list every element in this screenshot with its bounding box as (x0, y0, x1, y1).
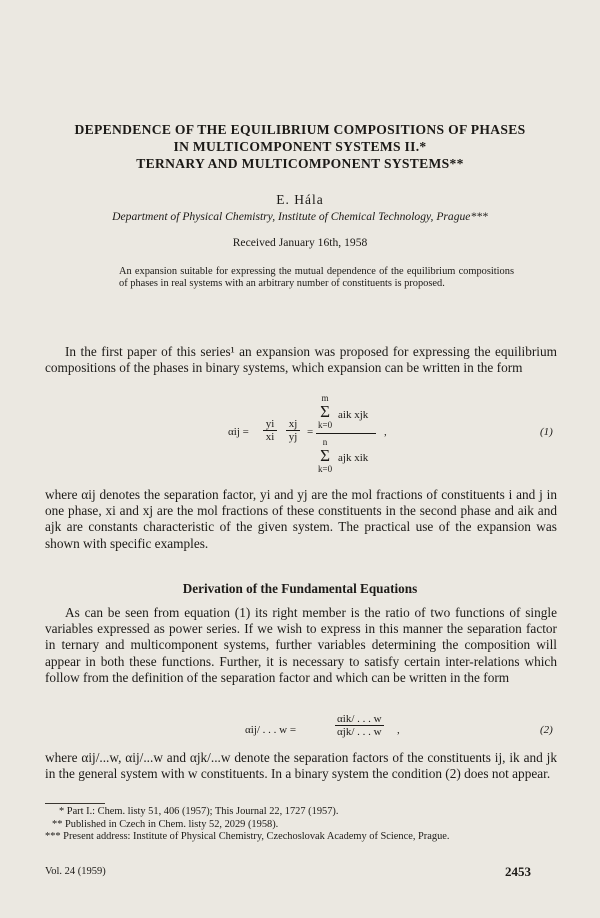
title-line-1: DEPENDENCE OF THE EQUILIBRIUM COMPOSITIONS OF PHASES (74, 122, 526, 137)
paragraph-2 (45, 487, 557, 552)
eq2-num: αik/ . . . w (337, 713, 382, 725)
equation-2 (245, 713, 445, 747)
abstract: An expansion suitable for expressing the mutual dependence of the equilibrium compositions of phases in real systems with an arbitrary number of constituents is proposed. (119, 266, 514, 290)
equation-1 (228, 393, 528, 479)
eq1-equals: = (307, 426, 314, 438)
paragraph-2-text: where αij denotes the separation factor, yi and yj are the mol fractions of constituents i and j in one phase, xi and xj are the mol fractions of these constituents in the second phase and aik and ajk are constants characteristic of the given system. The practical use of the expansion was shown with specific examples. (45, 487, 557, 551)
eq1-f1-den: xi (265, 431, 275, 443)
equation-1-number: (1) (540, 426, 553, 438)
paragraph-4-text: where αij/...w, αij/...w and αjk/...w denote the separation factors of the constituents ij, ik and jk in the general system with w constituents. In a binary system the condition (2) does not appear. (45, 750, 557, 782)
eq2-den: αjk/ . . . w (337, 726, 382, 738)
footnote-3: *** Present address: Institute of Physical Chemistry, Czechoslovak Academy of Science, Prague. (45, 831, 450, 843)
section-heading: Derivation of the Fundamental Equations (182, 581, 418, 596)
sigma-icon: Σ (320, 446, 330, 465)
eq1-f1-num: yi (263, 418, 277, 431)
eq1-bot-lower: k=0 (318, 464, 333, 474)
received-date: Received January 16th, 1958 (232, 236, 368, 249)
eq1-bottom-sum (318, 437, 332, 474)
title-line-2: IN MULTICOMPONENT SYSTEMS II.* (173, 139, 427, 154)
eq1-top-term: aik xjk (338, 409, 369, 421)
paragraph-3-text: As can be seen from equation (1) its right member is the ratio of two functions of single variables expressed as power series. If we wish to express in this manner the separation factor in ternary and multicomponent systems, further variables determining the composition will appear in both these functions. Further, it is necessary to satisfy certain inter-relations which follow from the definition of the separation factor and which can be written in the form (45, 605, 557, 685)
paragraph-1 (45, 344, 557, 376)
affiliation: Department of Physical Chemistry, Institute of Chemical Technology, Prague*** (112, 210, 488, 223)
eq1-lhs: αij = (228, 426, 249, 438)
paragraph-3 (45, 605, 557, 686)
eq1-comma: , (384, 426, 387, 438)
eq1-f2-num: xj (286, 418, 300, 431)
equation-2-number: (2) (540, 724, 553, 736)
eq1-main-fraction-bar (316, 433, 376, 434)
volume-info: Vol. 24 (1959) (45, 866, 106, 877)
eq1-bottom-term: ajk xik (338, 452, 369, 464)
sigma-icon: Σ (320, 402, 330, 421)
paragraph-4 (45, 750, 557, 782)
eq2-lhs: αij/ . . . w = (245, 724, 297, 736)
title-line-3: TERNARY AND MULTICOMPONENT SYSTEMS** (136, 156, 464, 171)
author: E. Hála (276, 192, 324, 207)
footnote-1: * Part I.: Chem. listy 51, 406 (1957); This Journal 22, 1727 (1957). (59, 806, 339, 817)
eq2-fraction (335, 713, 384, 738)
paragraph-1-text: In the first paper of this series¹ an expansion was proposed for expressing the equilibrium compositions of the phases in binary systems, which expansion can be written in the form (45, 344, 557, 376)
eq1-top-upper: m (321, 393, 329, 403)
eq1-top-lower: k=0 (318, 420, 333, 430)
footnote-2: ** Published in Czech in Chem. listy 52, 2029 (1958). (52, 818, 279, 830)
footnotes (45, 806, 565, 844)
page-number: 2453 (505, 864, 531, 879)
eq1-top-sum (318, 393, 332, 430)
footnote-rule (45, 803, 105, 804)
eq1-fraction-y-x (263, 418, 277, 443)
eq2-comma: , (397, 724, 400, 736)
eq1-fraction-x-y (286, 418, 300, 443)
eq1-f2-den: yj (288, 431, 298, 443)
eq1-bot-upper: n (322, 437, 328, 447)
